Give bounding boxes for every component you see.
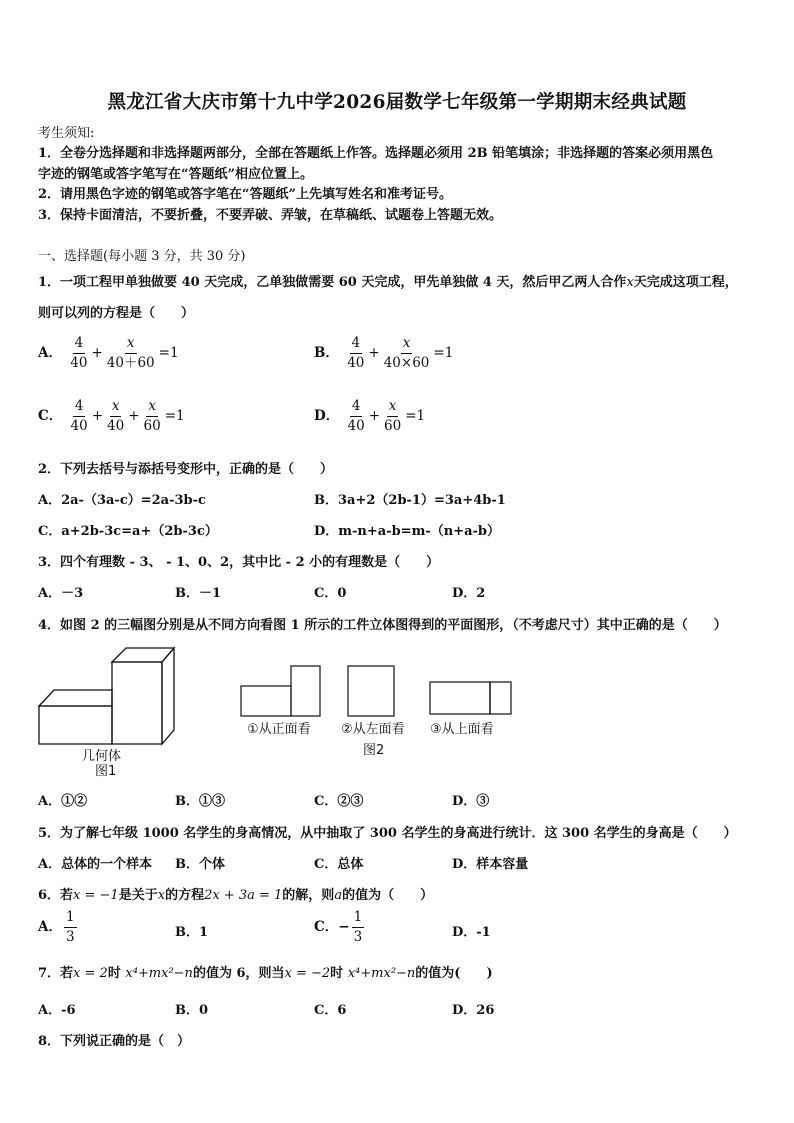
option-2a[interactable]: A．2a-（3a-c）=2a-3b-c [38,493,206,508]
view-left-label: ②从左面看 [341,722,405,737]
option-1d[interactable]: D． $\frac{4}{40}$ + $\frac{x}{60}$ =1 [314,398,426,434]
figure-2-label: 图2 [363,743,385,758]
option-3b[interactable]: B．－1 [175,586,222,601]
view-front-label: ①从正面看 [247,722,311,737]
question-6-text: 6．若x = −1是关于x的方程2x + 3a = 1的解，则a的值为（ ） [38,888,434,903]
option-6d[interactable]: D．-1 [452,925,491,940]
option-6a[interactable]: A． $\frac{1}{3}$ [38,909,75,945]
option-4a[interactable]: A．①② [38,794,88,809]
notice-line-1a: 1．全卷分选择题和非选择题两部分，全部在答题纸上作答。选择题必须用 2B 铅笔填涂；非选择题的答案必须用黑色 [38,146,714,161]
option-7b[interactable]: B．0 [175,1003,209,1018]
notice-line-2: 2．请用黑色字迹的钢笔或答字笔在“答题纸”上先填写姓名和准考证号。 [38,187,453,202]
notice-line-1b: 字迹的钢笔或答字笔写在“答题纸”相应位置上。 [38,167,313,182]
question-1-text: 1．一项工程甲单独做要 40 天完成，乙单独做需要 60 天完成，甲先单独做 4 天，然后甲乙两人合作x天完成这项工程， [38,275,738,290]
question-1-text-cont: 则可以列的方程是（ ） [38,306,195,321]
option-7c[interactable]: C．6 [314,1003,347,1018]
option-3a[interactable]: A．－3 [38,586,84,601]
figure-2-views [236,660,516,720]
option-3d[interactable]: D．2 [452,586,486,601]
section-heading: 一、选择题(每小题 3 分，共 30 分) [38,249,246,264]
view-top-label: ③从上面看 [430,722,494,737]
option-6b[interactable]: B．1 [175,925,209,940]
option-6c[interactable]: C．− $\frac{1}{3}$ [314,909,363,945]
option-1a[interactable]: A． $\frac{4}{40}$ + $\frac{x}{40+60}$ =1 [38,335,179,371]
question-2-text: 2．下列去括号与添括号变形中，正确的是（ ） [38,462,334,477]
option-5c[interactable]: C．总体 [314,857,364,872]
option-2b[interactable]: B．3a+2（2b-1）=3a+4b-1 [314,493,506,508]
option-5d[interactable]: D．样本容量 [452,857,529,872]
option-2c[interactable]: C．a+2b-3c=a+（2b-3c） [38,524,218,539]
notice-line-3: 3．保持卡面清洁，不要折叠，不要弄破、弄皱，在草稿纸、试题卷上答题无效。 [38,208,503,223]
option-5a[interactable]: A．总体的一个样本 [38,857,153,872]
option-4b[interactable]: B．①③ [175,794,225,809]
question-4-text: 4．如图 2 的三幅图分别是从不同方向看图 1 所示的工件立体图得到的平面图形，（不考虑尺寸）其中正确的是（ ） [38,618,727,633]
option-7a[interactable]: A．-6 [38,1003,76,1018]
option-3c[interactable]: C．0 [314,586,347,601]
option-1b[interactable]: B． $\frac{4}{40}$ + $\frac{x}{40\times 60}$ =1 [314,335,454,371]
option-5b[interactable]: B．个体 [175,857,225,872]
figure-1-label: 图1 [95,764,117,779]
option-4c[interactable]: C．②③ [314,794,364,809]
question-8-text: 8．下列说正确的是（ ） [38,1034,191,1049]
figure-1-caption: 几何体 [82,749,122,764]
page-title: 黑龙江省大庆市第十九中学2026届数学七年级第一学期期末经典试题 [107,92,687,113]
option-2d[interactable]: D．m-n+a-b=m-（n+a-b） [314,524,500,539]
option-1c[interactable]: C． $\frac{4}{40}$ + $\frac{x}{40}$ + $\frac{x}{60}$ =1 [38,398,185,434]
question-5-text: 5．为了解七年级 1000 名学生的身高情况，从中抽取了 300 名学生的身高进行统计．这 300 名学生的身高是（ ） [38,826,737,841]
question-7-text: 7．若x = 2时 x⁴+mx²−n的值为 6，则当x = −2时 x⁴+mx²−n的值为( ) [38,966,493,981]
option-4d[interactable]: D．③ [452,794,490,809]
notice-header: 考生须知: [38,126,95,141]
option-7d[interactable]: D．26 [452,1003,495,1018]
question-3-text: 3．四个有理数 - 3、 - 1、0、2，其中比 - 2 小的有理数是（ ） [38,555,440,570]
